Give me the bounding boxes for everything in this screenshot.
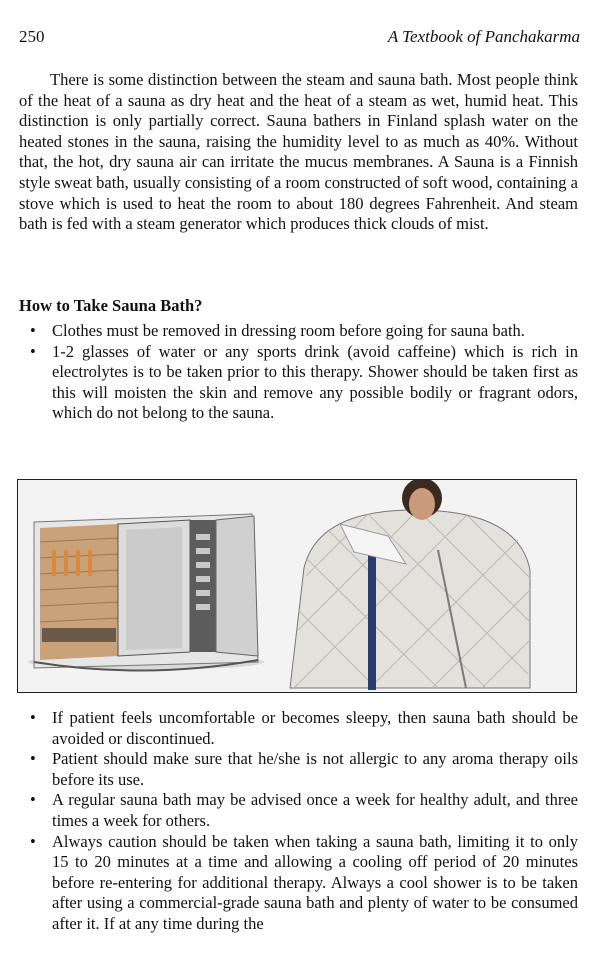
bullet-icon: • (30, 831, 36, 851)
bullet-icon: • (30, 790, 36, 810)
list-item (19, 790, 578, 831)
bullet-list-after-figure (19, 708, 578, 935)
list-item-text: If patient feels uncomfortable or becomes sleepy, then sauna bath should be avoided or discontinued. (52, 708, 578, 748)
list-item (19, 749, 578, 790)
sauna-cabin-image (28, 514, 264, 671)
list-item (19, 342, 578, 424)
bullet-icon: • (30, 321, 36, 340)
list-item-text: Clothes must be removed in dressing room before going for sauna bath. (52, 321, 525, 340)
list-item (19, 708, 578, 749)
page-number: 250 (19, 27, 45, 46)
sauna-figure (17, 479, 577, 693)
section-heading: How to Take Sauna Bath? (19, 296, 203, 315)
page-header (19, 27, 580, 51)
list-item-text: Always caution should be taken when taking a sauna bath, limiting it to only 15 to 20 minutes at a time and allowing a cooling off period of 20 minutes before re-entering for additional therapy. Always a cool shower is to be taken after using a commercial-grade sauna bath and plenty of water to be consumed after it. If at any time during the (52, 831, 578, 933)
bullet-icon: • (30, 749, 36, 769)
list-item (19, 832, 578, 935)
list-item-text: A regular sauna bath may be advised once a week for healthy adult, and three times a week for others. (52, 790, 578, 830)
list-item-text: 1-2 glasses of water or any sports drink (avoid caffeine) which is rich in electrolytes is to be taken prior to this therapy. Shower should be taken first as this will moisten the skin and remove any possible bodily or fragrant odors, which do not belong to the sauna. (52, 341, 578, 423)
running-title: A Textbook of Panchakarma (387, 27, 580, 46)
intro-paragraph: There is some distinction between the steam and sauna bath. Most people think of the heat of a sauna as dry heat and the heat of a steam as wet, humid heat. This distinction is only partially correct. Sauna bathers in Finland splash water on the heated stones in the sauna, raising the humidity level to as much as 40%. Without that, the hot, dry sauna air can irritate the mucus membranes. A Sauna is a Finnish style sweat bath, usually consisting of a room constructed of soft wood, containing a stove which is used to heat the room to about 180 degrees Fahrenheit. And steam bath is fed with a steam generator which produces thick clouds of mist. (19, 70, 578, 234)
bullet-icon: • (30, 708, 36, 727)
bullet-icon: • (30, 341, 36, 361)
sauna-illustration (18, 480, 576, 692)
list-item (19, 321, 578, 342)
list-item-text: Patient should make sure that he/she is not allergic to any aroma therapy oils before its use. (52, 749, 578, 789)
bullet-list-before-figure (19, 321, 578, 424)
